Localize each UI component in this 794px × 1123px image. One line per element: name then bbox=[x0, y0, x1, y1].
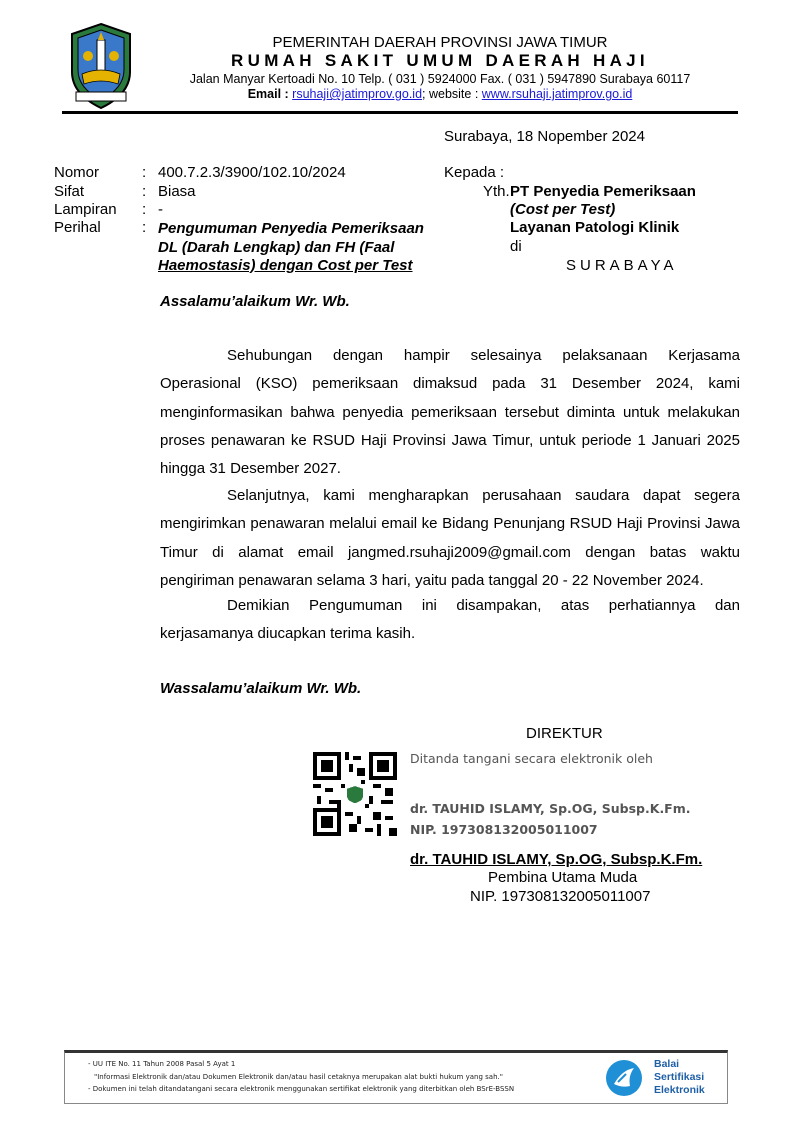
lampiran-label: Lampiran bbox=[54, 201, 117, 218]
jatim-coat-of-arms-icon bbox=[68, 22, 134, 110]
email-label: Email : bbox=[247, 87, 293, 101]
signatory-name: dr. TAUHID ISLAMY, Sp.OG, Subsp.K.Fm. bbox=[410, 851, 703, 868]
sifat-colon: : bbox=[142, 183, 147, 200]
perihal-label: Perihal bbox=[54, 219, 101, 236]
hospital-contact bbox=[140, 87, 740, 101]
nomor-colon: : bbox=[142, 164, 147, 181]
body-paragraph-1: Sehubungan dengan hampir selesainya pelaksanaan Kerjasama Operasional (KSO) pemeriksaan dimaksud pada 31 Desember 2024, kami menginformasikan bahwa penyedia pemeriksaan tersebut diminta untuk melakukan proses penawaran ke RSUD Haji Provinsi Jawa Timur, untuk periode 1 Januari 2025 hingga 31 Desember 2027. bbox=[160, 347, 740, 478]
esign-nip: NIP. 197308132005011007 bbox=[410, 822, 598, 837]
esign-statement: Ditanda tangani secara elektronik oleh bbox=[410, 751, 653, 766]
email-link[interactable]: rsuhaji@jatimprov.go.id bbox=[292, 87, 423, 101]
lampiran-value: - bbox=[158, 201, 163, 218]
hospital-address: Jalan Manyar Kertoadi No. 10 Telp. ( 031 ) 5924000 Fax. ( 031 ) 5947890 Surabaya 60117 bbox=[189, 72, 691, 86]
government-name: PEMERINTAH DAERAH PROVINSI JAWA TIMUR bbox=[272, 34, 608, 51]
lampiran-colon: : bbox=[142, 201, 147, 218]
footer-note-3: - Dokumen ini telah ditandatangani secara elektronik menggunakan sertifikat elektronik yang diterbitkan oleh BSrE-BSSN bbox=[88, 1085, 515, 1093]
yth-label: Yth. bbox=[483, 183, 510, 200]
qr-code-icon bbox=[313, 752, 397, 836]
recipient-line-1: PT Penyedia Pemeriksaan bbox=[510, 183, 696, 200]
kepada-label: Kepada : bbox=[444, 164, 505, 181]
bsre-text-1: Balai bbox=[654, 1058, 680, 1070]
letter-date: Surabaya, 18 Nopember 2024 bbox=[444, 128, 645, 145]
bsre-text-3: Elektronik bbox=[654, 1084, 705, 1096]
perihal-line-1: Pengumuman Penyedia Pemeriksaan bbox=[158, 220, 424, 237]
signatory-nip: NIP. 197308132005011007 bbox=[470, 888, 651, 905]
perihal-line-2: DL (Darah Lengkap) dan FH (Faal bbox=[158, 238, 395, 256]
bsre-text-2: Sertifikasi bbox=[654, 1071, 705, 1083]
nomor-label: Nomor bbox=[54, 164, 100, 181]
body-paragraph-3: Demikian Pengumuman ini disampakan, atas perhatiannya dan kerjasamanya diucapkan terima kasih. bbox=[160, 597, 740, 643]
perihal-line-3: Haemostasis) dengan Cost per Test bbox=[158, 257, 413, 274]
footer-note-2: "Informasi Elektronik dan/atau Dokumen Elektronik dan/atau hasil cetaknya merupakan alat bukti hukum yang sah." bbox=[94, 1073, 503, 1081]
closing: Wassalamu’alaikum Wr. Wb. bbox=[160, 680, 362, 697]
nomor-value: 400.7.2.3/3900/102.10/2024 bbox=[158, 164, 346, 181]
perihal-colon: : bbox=[142, 219, 147, 236]
recipient-city: SURABAYA bbox=[566, 257, 678, 274]
sifat-value: Biasa bbox=[158, 183, 196, 200]
hospital-name: RUMAH SAKIT UMUM DAERAH HAJI bbox=[231, 51, 649, 70]
website-label: ; website : bbox=[422, 87, 482, 101]
recipient-line-4: di bbox=[510, 238, 522, 255]
sifat-label: Sifat bbox=[54, 183, 85, 200]
esign-name: dr. TAUHID ISLAMY, Sp.OG, Subsp.K.Fm. bbox=[410, 801, 691, 816]
signatory-title: DIREKTUR bbox=[526, 725, 603, 742]
signatory-rank: Pembina Utama Muda bbox=[488, 869, 638, 886]
website-link[interactable]: www.rsuhaji.jatimprov.go.id bbox=[481, 87, 633, 101]
recipient-line-3: Layanan Patologi Klinik bbox=[510, 219, 680, 236]
greeting: Assalamu’alaikum Wr. Wb. bbox=[160, 293, 350, 310]
perihal-value bbox=[158, 220, 448, 276]
footer-note-1: - UU ITE No. 11 Tahun 2008 Pasal 5 Ayat 1 bbox=[88, 1060, 236, 1068]
bsre-logo-icon bbox=[604, 1058, 644, 1098]
recipient-line-2: (Cost per Test) bbox=[510, 201, 616, 218]
header-rule bbox=[62, 111, 738, 114]
body-paragraph-2: Selanjutnya, kami mengharapkan perusahaan saudara dapat segera mengirimkan penawaran melalui email ke Bidang Penunjang RSUD Haji Provinsi Jawa Timur di alamat email jangmed.rsuhaji2009@gmail.com dengan batas waktu pengiriman penawaran selama 3 hari, yaitu pada tanggal 20 - 22 November 2024. bbox=[160, 487, 740, 589]
